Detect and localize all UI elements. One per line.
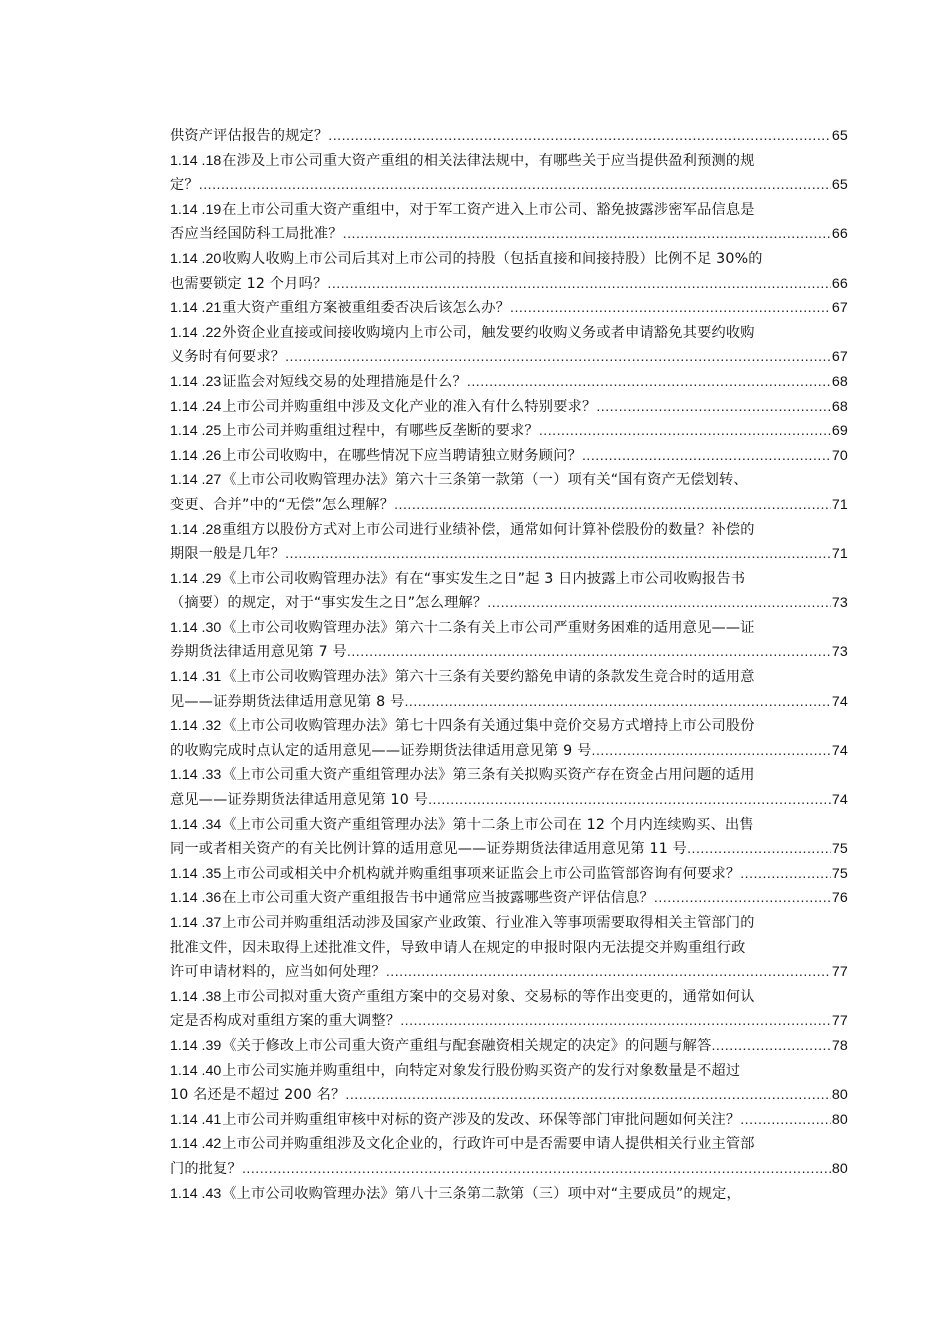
toc-entry-title: 在涉及上市公司重大资产重组的相关法律法规中，有哪些关于应当提供盈利预测的规 (222, 152, 755, 169)
page-number: 71 (831, 546, 848, 563)
toc-entry-number: 1.14 .24 (170, 398, 222, 415)
toc-entry-title: 《上市公司重大资产重组管理办法》第三条有关拟购买资产存在资金占用问题的适用 (222, 767, 755, 784)
dot-leader (428, 788, 831, 813)
dot-leader (347, 640, 831, 665)
toc-entry-title: 在上市公司重大资产重组中，对于军工资产进入上市公司、豁免披露涉密军品信息是 (222, 201, 755, 218)
dot-leader (285, 542, 831, 567)
page-number: 80 (831, 1111, 848, 1128)
page-number: 68 (831, 373, 848, 390)
toc-entry-title: 上市公司实施并购重组中，向特定对象发行股份购买资产的发行对象数量是不超过 (222, 1062, 741, 1079)
toc-entry-title: 券期货法律适用意见第 7 号 (170, 644, 347, 661)
dot-leader (327, 272, 830, 297)
toc-entry-line (170, 960, 848, 985)
toc-entry-title: 《上市公司收购管理办法》第八十三条第二款第（三）项中对“主要成员”的规定， (222, 1185, 741, 1202)
page-number: 68 (831, 398, 848, 415)
toc-entry-number: 1.14 .39 (170, 1037, 222, 1054)
toc-entry-line (170, 493, 848, 518)
toc-entry-number: 1.14 .22 (170, 324, 222, 341)
toc-entry-title: 上市公司拟对重大资产重组方案中的交易对象、交易标的等作出变更的，通常如何认 (222, 988, 755, 1005)
page-number: 75 (831, 865, 848, 882)
page-number: 73 (831, 644, 848, 661)
page-number: 77 (831, 964, 848, 981)
dot-leader (343, 222, 831, 247)
toc-entry[interactable] (170, 419, 848, 444)
dot-leader (199, 173, 831, 198)
toc-entry-line (170, 591, 848, 616)
page-number: 69 (831, 423, 848, 440)
toc-entry-title: 重大资产重组方案被重组委否决后该怎么办？ (222, 300, 511, 317)
dot-leader (400, 1009, 831, 1034)
toc-entry-number: 1.14 .23 (170, 373, 222, 390)
toc-entry-line (170, 1034, 848, 1059)
toc-entry-line (170, 690, 848, 715)
page-number: 75 (831, 841, 848, 858)
dot-leader (592, 739, 831, 764)
toc-entry-number: 1.14 .38 (170, 988, 222, 1005)
toc-entry[interactable] (170, 370, 848, 395)
toc-entry-title: 《上市公司收购管理办法》第六十二条有关上市公司严重财务困难的适用意见——证 (222, 619, 755, 636)
dot-leader (487, 591, 831, 616)
dot-leader (687, 837, 831, 862)
toc-entry[interactable] (170, 198, 848, 247)
page-number: 67 (831, 349, 848, 366)
toc-entry[interactable] (170, 518, 848, 567)
toc-entry-line (170, 1108, 848, 1133)
toc-entry-number: 1.14 .21 (170, 300, 222, 317)
toc-entry-title: 《上市公司收购管理办法》有在“事实发生之日”起 3 日内披露上市公司收购报告书 (222, 570, 746, 587)
toc-entry[interactable] (170, 886, 848, 911)
toc-entry-title: 的收购完成时点认定的适用意见——证券期货法律适用意见第 9 号 (170, 742, 592, 759)
dot-leader (539, 419, 831, 444)
page-number: 71 (831, 496, 848, 513)
toc-entry-line (170, 1182, 848, 1207)
page-number: 74 (831, 693, 848, 710)
toc-entry-line (170, 542, 848, 567)
toc-entry-title: 《上市公司收购管理办法》第六十三条有关要约豁免申请的条款发生竞合时的适用意 (222, 669, 755, 686)
toc-entry-line (170, 739, 848, 764)
toc-entry-line (170, 198, 848, 223)
page-number: 80 (831, 1087, 848, 1104)
toc-entry-title: 否应当经国防科工局批准？ (170, 226, 343, 243)
toc-entry-line (170, 272, 848, 297)
toc-entry-number: 1.14 .28 (170, 521, 222, 538)
toc-entry-line (170, 837, 848, 862)
toc-entry[interactable] (170, 714, 848, 763)
toc-entry-line (170, 173, 848, 198)
toc-entry-title: 意见——证券期货法律适用意见第 10 号 (170, 792, 429, 809)
dot-leader (740, 1108, 831, 1133)
toc-entry-line (170, 788, 848, 813)
toc-entry-number: 1.14 .40 (170, 1062, 222, 1079)
toc-entry-title: 上市公司并购重组活动涉及国家产业政策、行业准入等事项需要取得相关主管部门的 (222, 915, 755, 931)
toc-entry-line (170, 395, 848, 420)
toc-entry-line (170, 886, 848, 911)
toc-entry[interactable] (170, 395, 848, 420)
toc-entry-title: 《关于修改上市公司重大资产重组与配套融资相关规定的决定》的问题与解答 (222, 1037, 712, 1054)
toc-entry-title: 上市公司或相关中介机构就并购重组事项来证监会上市公司监管部咨询有何要求？ (222, 865, 741, 882)
toc-entry[interactable] (170, 468, 848, 517)
toc-entry[interactable] (170, 911, 848, 985)
toc-entry-title: 见——证券期货法律适用意见第 8 号 (170, 693, 405, 710)
toc-entry-title: 《上市公司重大资产重组管理办法》第十二条上市公司在 12 个月内连续购买、出售 (222, 816, 754, 833)
toc-entry-line (170, 468, 848, 493)
page-number: 70 (831, 447, 848, 464)
toc-entry-number: 1.14 .43 (170, 1185, 222, 1202)
page-number: 77 (831, 1013, 848, 1030)
toc-entry-title: 上市公司并购重组过程中，有哪些反垄断的要求？ (222, 423, 539, 440)
toc-entry-line (170, 124, 848, 149)
toc-entry-number: 1.14 .35 (170, 865, 222, 882)
toc-entry-number: 1.14 .41 (170, 1111, 222, 1128)
dot-leader (711, 1034, 830, 1059)
toc-entry-line (170, 714, 848, 739)
toc-entry-line (170, 518, 848, 543)
dot-leader (242, 1157, 831, 1182)
toc-entry-number: 1.14 .27 (170, 472, 222, 489)
dot-leader (510, 296, 831, 321)
toc-entry[interactable] (170, 296, 848, 321)
toc-entry-number: 1.14 .19 (170, 201, 222, 218)
toc-entry-number: 1.14 .25 (170, 423, 222, 440)
page-number: 65 (831, 128, 848, 144)
toc-entry-line (170, 1157, 848, 1182)
toc-entry-title: （摘要）的规定，对于“事实发生之日”怎么理解？ (170, 595, 488, 612)
toc-entry[interactable] (170, 616, 848, 665)
toc-entry-line (170, 345, 848, 370)
toc-entry-line (170, 640, 848, 665)
toc-entry-line (170, 936, 848, 961)
toc-entry[interactable] (170, 1034, 848, 1059)
toc-entry-line (170, 321, 848, 346)
toc-entry-line (170, 370, 848, 395)
toc-entry-number: 1.14 .36 (170, 890, 222, 907)
toc-entry-title: 义务时有何要求？ (170, 349, 286, 366)
toc-entry[interactable] (170, 985, 848, 1034)
toc-entry-line (170, 1009, 848, 1034)
toc-entry-title: 供资产评估报告的规定？ (170, 128, 329, 144)
toc-entry-number: 1.14 .31 (170, 669, 222, 686)
page-number: 65 (831, 177, 848, 194)
toc-entry[interactable] (170, 444, 848, 469)
toc-entry-line (170, 444, 848, 469)
toc-entry-line (170, 665, 848, 690)
toc-entry-line (170, 911, 848, 936)
toc-entry-title: 许可申请材料的，应当如何处理？ (170, 964, 386, 981)
dot-leader (582, 444, 831, 469)
toc-entry-title: 变更、合并”中的“无偿”怎么理解？ (170, 496, 395, 513)
toc-entry-title: 上市公司并购重组涉及文化企业的，行政许可中是否需要申请人提供相关行业主管部 (222, 1136, 755, 1153)
toc-entry-title: 上市公司收购中，在哪些情况下应当聘请独立财务顾问？ (222, 447, 582, 464)
page-number: 66 (831, 226, 848, 243)
toc-entry[interactable] (170, 1182, 848, 1207)
toc-entry-line (170, 222, 848, 247)
toc-entry-number: 1.14 .20 (170, 250, 222, 267)
toc-entry-number: 1.14 .37 (170, 915, 222, 931)
toc-entry[interactable] (170, 1108, 848, 1133)
toc-entry-line (170, 1083, 848, 1108)
page-number: 66 (831, 275, 848, 292)
toc-entry[interactable] (170, 813, 848, 862)
dot-leader (285, 345, 831, 370)
page-number: 73 (831, 595, 848, 612)
toc-entry-line (170, 567, 848, 592)
page-number: 74 (831, 742, 848, 759)
dot-leader (740, 862, 831, 887)
toc-entry-title: 也需要锁定 12 个月吗？ (170, 275, 328, 292)
toc-entry[interactable] (170, 247, 848, 296)
dot-leader (345, 1083, 830, 1108)
toc-entry[interactable] (170, 862, 848, 887)
toc-entry[interactable] (170, 149, 848, 198)
toc-entry-title: 收购人收购上市公司后其对上市公司的持股（包括直接和间接持股）比例不足 30%的 (222, 250, 763, 267)
toc-entry-title: 门的批复？ (170, 1160, 242, 1177)
toc-entry-line (170, 296, 848, 321)
toc-entry-title: 证监会对短线交易的处理措施是什么？ (222, 373, 467, 390)
toc-entry-title: 定？ (170, 177, 199, 194)
toc-entry-line (170, 247, 848, 272)
dot-leader (328, 124, 831, 149)
page-number: 76 (831, 890, 848, 907)
toc-entry-line (170, 985, 848, 1010)
toc-entry-number: 1.14 .29 (170, 570, 222, 587)
toc-entry-number: 1.14 .42 (170, 1136, 222, 1153)
toc-entry-title: 同一或者相关资产的有关比例计算的适用意见——证券期货法律适用意见第 11 号 (170, 841, 688, 858)
toc-entry-line (170, 1132, 848, 1157)
toc-entry-title: 在上市公司重大资产重组报告书中通常应当披露哪些资产评估信息？ (222, 890, 654, 907)
toc-entry-number: 1.14 .26 (170, 447, 222, 464)
dot-leader (394, 493, 831, 518)
dot-leader (404, 690, 830, 715)
toc-entry[interactable] (170, 124, 848, 149)
dot-leader (654, 886, 831, 911)
page-number: 78 (831, 1037, 848, 1054)
toc-entry-title: 上市公司并购重组审核中对标的资产涉及的发改、环保等部门审批问题如何关注？ (222, 1111, 741, 1128)
toc-entry-line (170, 862, 848, 887)
toc-entry-number: 1.14 .18 (170, 152, 222, 169)
toc-entry-number: 1.14 .32 (170, 718, 222, 735)
toc-entry[interactable] (170, 763, 848, 812)
dot-leader (467, 370, 831, 395)
toc-entry[interactable] (170, 1132, 848, 1181)
toc-entry-line (170, 763, 848, 788)
toc-entry-title: 外资企业直接或间接收购境内上市公司，触发要约收购义务或者申请豁免其要约收购 (222, 324, 755, 341)
toc-entry-number: 1.14 .33 (170, 767, 222, 784)
page-number: 74 (831, 792, 848, 809)
toc-entry-title: 批准文件，因未取得上述批准文件，导致申请人在规定的申报时限内无法提交并购重组行政 (170, 939, 746, 956)
toc-entry-line (170, 616, 848, 641)
toc-entry-line (170, 813, 848, 838)
toc-entry[interactable] (170, 321, 848, 370)
dot-leader (596, 395, 830, 420)
toc-entry-title: 重组方以股份方式对上市公司进行业绩补偿，通常如何计算补偿股份的数量？补偿的 (222, 521, 755, 538)
page-number: 80 (831, 1160, 848, 1177)
toc-entry[interactable] (170, 567, 848, 616)
toc-entry-number: 1.14 .30 (170, 619, 222, 636)
toc-entry[interactable] (170, 1059, 848, 1108)
page-number: 67 (831, 300, 848, 317)
table-of-contents (170, 124, 848, 1206)
toc-entry-line (170, 419, 848, 444)
toc-entry-line (170, 149, 848, 174)
toc-entry-title: 上市公司并购重组中涉及文化产业的准入有什么特别要求？ (222, 398, 597, 415)
toc-entry-title: 期限一般是几年？ (170, 546, 286, 563)
toc-entry-number: 1.14 .34 (170, 816, 222, 833)
toc-entry-line (170, 1059, 848, 1084)
toc-entry[interactable] (170, 665, 848, 714)
toc-entry-title: 10 名还是不超过 200 名？ (170, 1087, 346, 1104)
toc-entry-title: 定是否构成对重组方案的重大调整？ (170, 1013, 401, 1030)
dot-leader (386, 960, 831, 985)
toc-entry-title: 《上市公司收购管理办法》第六十三条第一款第（一）项有关“国有资产无偿划转、 (222, 472, 748, 489)
toc-entry-title: 《上市公司收购管理办法》第七十四条有关通过集中竞价交易方式增持上市公司股份 (222, 718, 755, 735)
